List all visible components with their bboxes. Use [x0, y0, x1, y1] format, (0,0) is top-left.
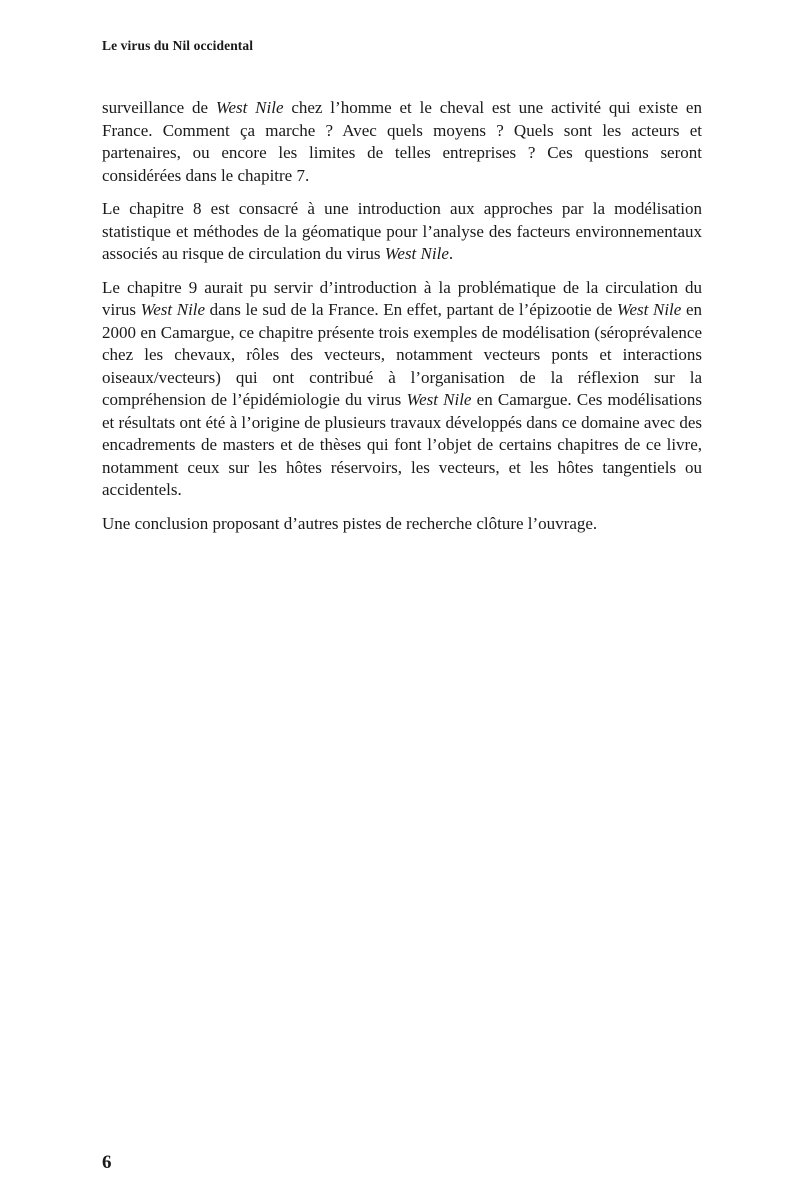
paragraph — [102, 97, 702, 187]
text-run: surveillance de — [102, 98, 216, 117]
italic-term: West Nile — [215, 98, 284, 117]
paragraph — [102, 277, 702, 502]
paragraph — [102, 513, 702, 536]
italic-term: West Nile — [384, 244, 449, 263]
text-run: . — [448, 244, 454, 263]
running-header-title: Le virus du Nil occidental — [102, 38, 254, 53]
body-text — [102, 97, 702, 546]
page-number: 6 — [102, 1152, 112, 1173]
italic-term: West Nile — [616, 300, 682, 319]
italic-term: West Nile — [140, 300, 206, 319]
text-run: dans le sud de la France. En effet, partant de l’épizootie de — [205, 300, 617, 319]
paragraph — [102, 198, 702, 266]
italic-term: West Nile — [406, 390, 472, 409]
text-run: Une conclusion proposant d’autres pistes de recherche clôture l’ouvrage. — [102, 513, 598, 533]
text-run: Le chapitre 9 aurait pu servir d’introduction à la problématique de la circulation du virus — [102, 277, 702, 319]
text-run: Le chapitre 8 est consacré à une introduction aux approches par la modélisation statistique et méthodes de la géomatique pour l’analyse des facteurs environnementaux associés au risque de circulation du virus — [102, 199, 702, 263]
text-run: en 2000 en Camargue, ce chapitre présente trois exemples de modélisation (séroprévalence chez les chevaux, rôles des vecteurs, notamment vecteurs ponts et interactions oiseaux/vecteurs) qui ont contribué à l’organisation de la réflexion sur la compréhension de l’épidémiologie du virus — [102, 300, 702, 409]
text-run: en Camargue. Ces modélisations et résultats ont été à l’origine de plusieurs travaux développés dans ce domaine avec des encadrements de masters et de thèses qui font l’objet de certains chapitres de ce livre, notamment ceux sur les hôtes réservoirs, les vecteurs, et les hôtes tangentiels ou accidentels. — [102, 390, 702, 499]
text-run: chez l’homme et le cheval est une activité qui existe en France. Comment ça marche ? Avec quels moyens ? Quels sont les acteurs et partenaires, ou encore les limites de telles entreprises ? Ces questions seront considérées dans le chapitre 7. — [102, 98, 702, 185]
